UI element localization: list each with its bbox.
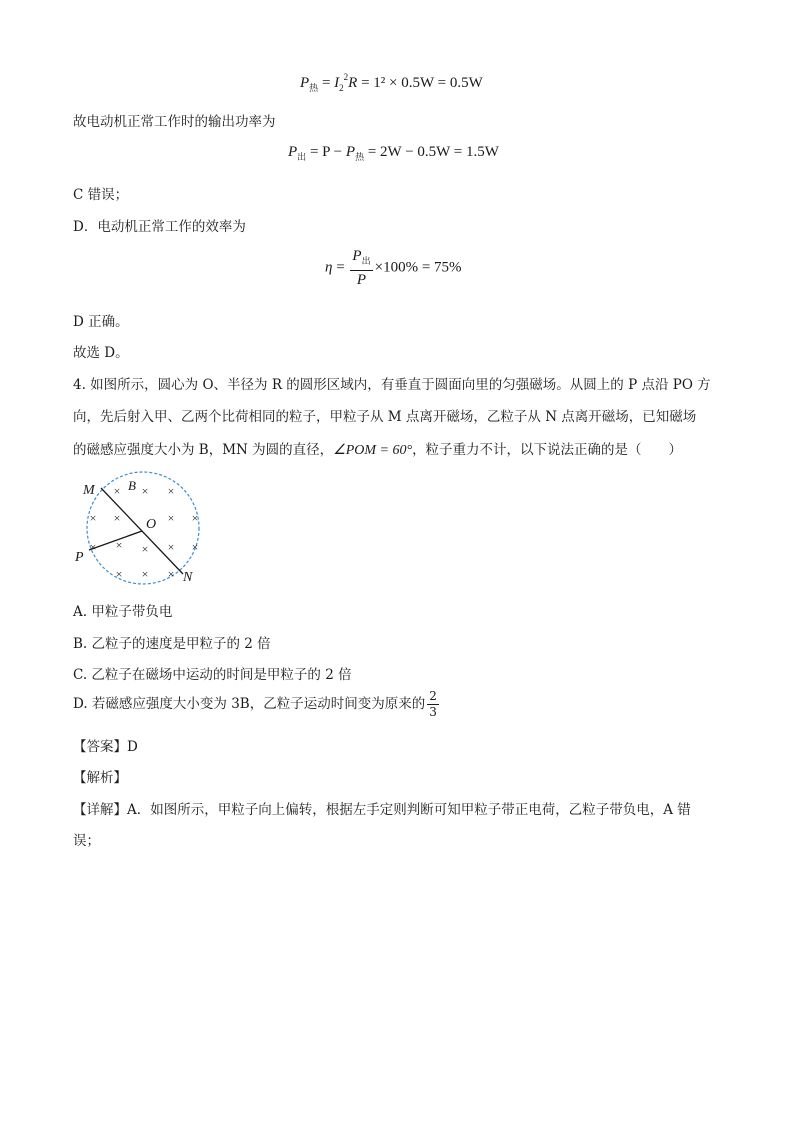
formula3-fraction [350,248,372,288]
answer-line [73,735,138,755]
answer-tag: 【答案】 [73,739,127,755]
field-cross-mark: × [113,484,121,498]
question-line-1: 4. 如图所示，圆心为 O、半径为 R 的圆形区域内，有垂直于圆面向里的匀强磁场。从圆上的 P 点沿 PO 方 [73,377,711,393]
field-cross-mark: × [167,511,175,525]
label-p: P [75,550,84,565]
formula2-p: P [345,144,356,160]
label-o: O [146,517,157,532]
formula3-eq: = [332,259,349,276]
formula1-resistance: R [348,75,358,91]
field-cross-mark: × [191,540,199,554]
option-d-text: D. 若磁感应强度大小变为 3B，乙粒子运动时间变为原来的 [73,696,426,712]
label-n: N [183,570,193,585]
formula2-lhs-sub: 出 [297,152,307,162]
text-choose-d: 故选 D。 [73,345,129,361]
formula1-rest: = 1² × 0.5W = 0.5W [357,75,483,91]
formula-efficiency [325,248,462,288]
option-c: C. 乙粒子在磁场中运动的时间是甲粒子的 2 倍 [73,667,352,683]
text-d-efficiency: D．电动机正常工作的效率为 [73,219,246,235]
text-c-wrong: C 错误； [73,187,129,203]
magnetic-field-figure [73,470,213,590]
detail-line-2: 误； [73,833,100,849]
formula3-den: P [356,272,367,288]
formula2-lhs: P [288,144,298,160]
field-cross-mark: × [141,484,149,498]
option-d-fraction [427,690,439,719]
formula3-num-sub: 出 [361,256,371,266]
formula1-lhs: P [300,75,310,91]
question-angle: ∠POM = 60° [333,443,413,458]
formula2-mid: = P − [306,144,346,160]
detail-line-1 [73,798,691,818]
formula1-eq: = [318,75,335,91]
question-line-2: 向，先后射入甲、乙两个比荷相同的粒子，甲粒子从 M 点离开磁场，乙粒子从 N 点离开磁场，已知磁场 [73,409,697,425]
option-b: B. 乙粒子的速度是甲粒子的 2 倍 [73,636,271,652]
field-cross-mark: × [191,511,199,525]
field-cross-mark: × [89,540,97,554]
formula1-current-sup: 2 [343,72,349,82]
label-m: M [83,483,95,498]
text-d-correct: D 正确。 [73,314,129,330]
formula3-eta: η [325,259,333,276]
option-d-den: 3 [429,705,437,719]
formula1-lhs-sub: 热 [309,83,319,93]
option-a: A. 甲粒子带负电 [73,604,173,620]
field-cross-mark: × [113,511,121,525]
field-cross-mark: × [141,542,149,556]
field-cross-mark: × [167,540,175,554]
field-cross-mark: × [167,484,175,498]
formula1-current-sub: 2 [339,83,344,93]
formula1-current: I [334,75,340,91]
option-d [73,690,441,719]
detail-text-1: A．如图所示，甲粒子向上偏转，根据左手定则判断可知甲粒子带正电荷，乙粒子带负电，A 错 [127,802,691,818]
analysis-line [73,766,127,786]
question-line-3 [73,438,682,459]
formula-heat-power [300,72,483,94]
answer-value: D [127,739,138,755]
formula3-rest: ×100% = 75% [374,259,462,276]
question-line-3-b: ，粒子重力不计，以下说法正确的是（ ） [412,442,683,458]
field-cross-mark: × [115,567,123,581]
formula2-p-sub: 热 [355,152,365,162]
detail-tag: 【详解】 [73,802,127,818]
field-cross-mark: × [167,567,175,581]
field-cross-mark: × [115,538,123,552]
analysis-tag: 【解析】 [73,770,127,786]
formula-output-power [288,144,499,163]
text-output-power: 故电动机正常工作时的输出功率为 [73,114,276,130]
field-cross-mark: × [141,567,149,581]
formula2-rest: = 2W − 0.5W = 1.5W [364,144,499,160]
label-b: B [128,478,136,493]
formula3-num: P [352,248,362,264]
option-d-num: 2 [429,689,437,703]
field-cross-mark: × [89,511,97,525]
question-line-3-a: 的磁感应强度大小为 B，MN 为圆的直径， [73,442,334,458]
